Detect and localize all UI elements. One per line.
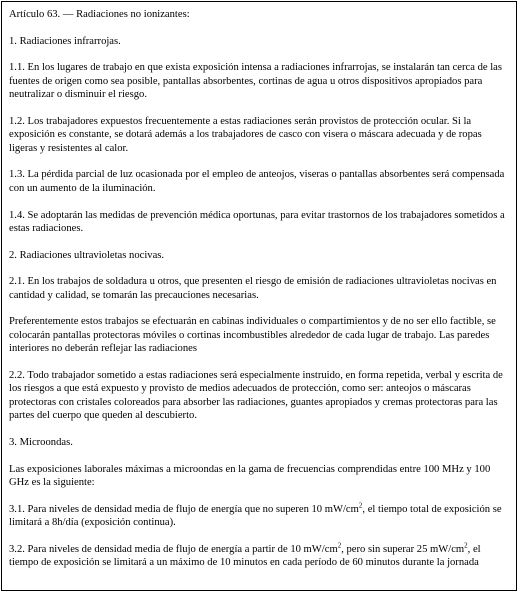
paragraph-3-1-text-a: 3.1. Para niveles de densidad media de flujo de energía que no superen 10 mW/cm bbox=[9, 503, 359, 515]
paragraph-2-2: 2.2. Todo trabajador sometido a estas radiaciones será especialmente instruido, en forma repetida, verbal y escrita de los riesgos a que está expuesto y provisto de medios adecuados de protección, como ser: anteojos o máscaras protectoras con cristales coloreados para absorber las radiaciones, guantes apropiados y cremas protectoras para las partes del cuerpo que queden al descubierto. bbox=[9, 369, 503, 422]
paragraph-3-1-text-b: , el tiempo total de exposición se limitará a 8h/día (exposición continua). bbox=[9, 503, 502, 529]
paragraph-1-3: 1.3. La pérdida parcial de luz ocasionada por el empleo de anteojos, viseras o pantallas absorbentes será compensada con un aumento de la iluminación. bbox=[9, 169, 505, 194]
superscript-2: 2 bbox=[358, 501, 363, 510]
section-1-heading: 1. Radiaciones infrarrojas. bbox=[9, 35, 121, 47]
article-title: Artículo 63. — Radiaciones no ionizantes: bbox=[9, 9, 190, 20]
paragraph-1-2: 1.2. Los trabajadores expuestos frecuentemente a estas radiaciones serán provistos de protección ocular. Si la exposición es constante, se dotará además a los trabajadores de casco con visera o máscara adecuada y de ropas ligeras y resistentes al calor. bbox=[9, 115, 482, 154]
paragraph-3-1 bbox=[9, 503, 510, 530]
paragraph-3-2-text-a: 3.2. Para niveles de densidad media de flujo de energía a partir de 10 mW/cm bbox=[9, 543, 338, 555]
superscript-2: 2 bbox=[464, 541, 468, 550]
paragraph-1-1: 1.1. En los lugares de trabajo en que exista exposición intensa a radiaciones infrarrojas, se instalarán tan cerca de las fuentes de origen como sea posible, pantallas absorbentes, cortinas de agua u otros dispositivos apropiados para neutralizar o disminuir el riesgo. bbox=[9, 62, 503, 101]
paragraph-3-intro: Las exposiciones laborales máximas a microondas en la gama de frecuencias comprendidas entre 100 MHz y 100 GHz es la siguiente: bbox=[9, 463, 491, 489]
section-3-heading: 3. Microondas. bbox=[9, 436, 73, 448]
section-2-heading: 2. Radiaciones ultravioletas nocivas. bbox=[9, 249, 165, 261]
paragraph-2-preferentemente: Preferentemente estos trabajos se efectuarán en cabinas individuales o compartimientos y de no ser ello factible, se colocarán pantallas protectoras móviles o cortinas incombustibles alrededor de cada lugar de trabajo. Las paredes interiores no deberán reflejar las radiaciones bbox=[9, 316, 496, 355]
document-body bbox=[2, 2, 516, 570]
paragraph-2-1: 2.1. En los trabajos de soldadura u otros, que presenten el riesgo de emisión de radiaciones ultravioletas nocivas en cantidad y calidad, se tomarán las precauciones necesarias. bbox=[9, 276, 497, 301]
paragraph-1-4: 1.4. Se adoptarán las medidas de prevención médica oportunas, para evitar trastornos de los trabajadores sometidos a estas radiaciones. bbox=[9, 209, 505, 234]
document-frame bbox=[1, 1, 517, 591]
paragraph-3-2 bbox=[9, 543, 510, 570]
paragraph-3-2-text-c: , el tiempo de exposición se limitará a un máximo de 10 minutos en cada período de 60 minutos durante la jornada bbox=[9, 543, 481, 569]
paragraph-3-2-text-b: , pero sin superar 25 mW/cm bbox=[341, 543, 465, 555]
superscript-2: 2 bbox=[337, 541, 342, 550]
